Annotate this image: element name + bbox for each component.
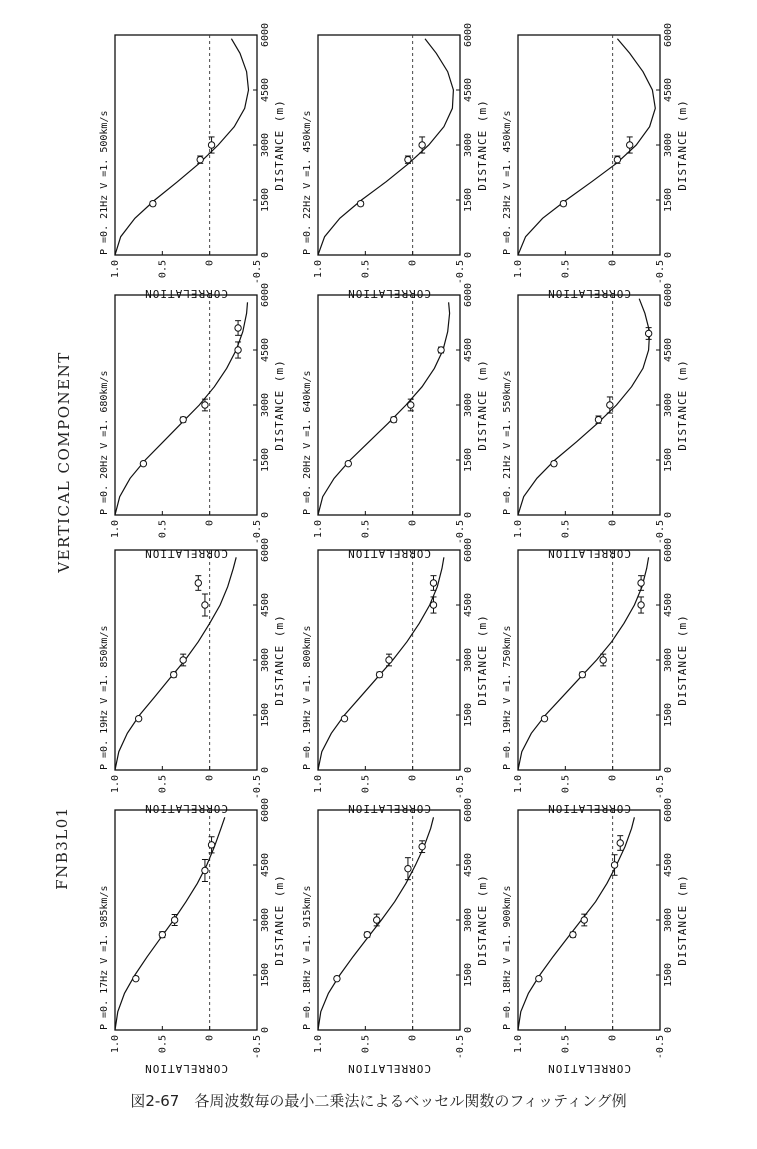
chart-7-ytick-label: 0 xyxy=(204,520,216,527)
chart-5-ytick-label: 1.0 xyxy=(313,775,324,794)
chart-11-ytick-label: 1.0 xyxy=(313,260,324,279)
chart-7-ytick-label: 0.5 xyxy=(157,520,169,539)
chart-5-point-5 xyxy=(430,580,436,586)
chart-4-ytick-label: 1.0 xyxy=(110,775,121,794)
chart-10-xlabel: DISTANCE (m) xyxy=(273,99,286,191)
chart-4 xyxy=(99,538,286,815)
chart-12-xlabel: DISTANCE (m) xyxy=(676,99,689,191)
chart-3-ytick-label: 0 xyxy=(607,1035,619,1042)
chart-1-point-2 xyxy=(159,931,165,937)
chart-9-ytick-label: 0 xyxy=(607,520,619,527)
chart-9-xtick-label: 3000 xyxy=(663,392,674,418)
chart-2-xtick-label: 3000 xyxy=(463,907,474,933)
chart-10-title: P =0. 21Hz V =1. 500km/s xyxy=(99,110,110,255)
chart-3-xtick-label: 1500 xyxy=(663,962,674,988)
chart-4-xtick-label: 4500 xyxy=(260,592,271,618)
chart-12-point-3 xyxy=(627,142,633,148)
chart-7-ytick-label: -0.5 xyxy=(252,520,263,545)
chart-10-ytick-label: 1.0 xyxy=(110,260,121,279)
chart-10-ytick-label: 0 xyxy=(204,260,216,267)
chart-12-point-1 xyxy=(560,200,566,206)
chart-4-fit-curve xyxy=(115,557,236,770)
chart-2-ylabel: CORRELATION xyxy=(347,1062,431,1075)
chart-1-title: P =0. 17Hz V =1. 985km/s xyxy=(99,885,110,1030)
chart-9-ytick-label: 0.5 xyxy=(560,520,572,539)
chart-6-xtick-label: 4500 xyxy=(663,592,674,618)
chart-8-ytick-label: 0.5 xyxy=(360,520,372,539)
chart-6-xtick-label: 6000 xyxy=(663,537,674,563)
chart-7-fit-curve xyxy=(115,302,248,515)
chart-9-point-4 xyxy=(645,330,651,336)
chart-6-point-4 xyxy=(638,602,644,608)
chart-9-xtick-label: 0 xyxy=(663,511,674,519)
chart-11 xyxy=(302,23,489,300)
chart-8-xtick-label: 4500 xyxy=(463,337,474,363)
chart-6-xtick-label: 3000 xyxy=(663,647,674,673)
chart-5-fit-curve xyxy=(318,557,444,770)
chart-12-point-2 xyxy=(614,156,620,162)
chart-2-point-2 xyxy=(364,931,370,937)
chart-5-point-2 xyxy=(376,671,382,677)
chart-5-xlabel: DISTANCE (m) xyxy=(476,614,489,706)
chart-11-frame xyxy=(318,35,460,255)
chart-3-title: P =0. 18Hz V =1. 900km/s xyxy=(502,885,513,1030)
chart-6-point-1 xyxy=(541,715,547,721)
chart-7-xtick-label: 1500 xyxy=(260,447,271,473)
chart-10-xtick-label: 1500 xyxy=(260,187,271,213)
chart-9-point-3 xyxy=(607,402,613,408)
chart-6-ytick-label: -0.5 xyxy=(655,775,666,800)
chart-2-title: P =0. 18Hz V =1. 915km/s xyxy=(302,885,313,1030)
chart-1-fit-curve xyxy=(115,817,225,1030)
chart-5-point-1 xyxy=(341,715,347,721)
chart-5 xyxy=(302,538,489,815)
chart-12-xtick-label: 0 xyxy=(663,251,674,259)
chart-10-xtick-label: 0 xyxy=(260,251,271,259)
chart-6-ytick-label: 0 xyxy=(607,775,619,782)
chart-7-ytick-label: 1.0 xyxy=(110,520,121,539)
chart-11-point-1 xyxy=(357,200,363,206)
chart-6-fit-curve xyxy=(518,557,649,770)
chart-12-title: P =0. 23Hz V =1. 450km/s xyxy=(502,110,513,255)
chart-6-point-3 xyxy=(600,657,606,663)
chart-10-ytick-label: 0.5 xyxy=(157,260,169,279)
chart-3-xtick-label: 4500 xyxy=(663,852,674,878)
chart-2-frame xyxy=(318,810,460,1030)
chart-2-fit-curve xyxy=(318,817,434,1030)
chart-11-xtick-label: 1500 xyxy=(463,187,474,213)
chart-3-ytick-label: 1.0 xyxy=(513,1035,524,1054)
chart-8-ytick-label: 1.0 xyxy=(313,520,324,539)
chart-11-point-3 xyxy=(419,142,425,148)
chart-3-point-1 xyxy=(536,975,542,981)
chart-10-ytick-label: -0.5 xyxy=(252,260,263,285)
chart-10-point-3 xyxy=(208,142,214,148)
chart-3-ylabel: CORRELATION xyxy=(547,1062,631,1075)
chart-3-ytick-label: -0.5 xyxy=(655,1035,666,1060)
chart-3-ytick-label: 0.5 xyxy=(560,1035,572,1054)
chart-1-frame xyxy=(115,810,257,1030)
chart-4-xlabel: DISTANCE (m) xyxy=(273,614,286,706)
chart-8-fit-curve xyxy=(318,302,450,515)
chart-3-point-5 xyxy=(617,840,623,846)
chart-2-ytick-label: 0 xyxy=(407,1035,419,1042)
chart-5-xtick-label: 3000 xyxy=(463,647,474,673)
chart-6-ytick-label: 1.0 xyxy=(513,775,524,794)
chart-8-point-1 xyxy=(345,460,351,466)
chart-2-xtick-label: 0 xyxy=(463,1026,474,1034)
chart-4-xtick-label: 0 xyxy=(260,766,271,774)
chart-10-ylabel: CORRELATION xyxy=(144,287,228,300)
chart-12-ytick-label: 1.0 xyxy=(513,260,524,279)
chart-9-xlabel: DISTANCE (m) xyxy=(676,359,689,451)
chart-5-xtick-label: 0 xyxy=(463,766,474,774)
chart-8-xtick-label: 6000 xyxy=(463,282,474,308)
chart-2-ytick-label: -0.5 xyxy=(455,1035,466,1060)
chart-5-ytick-label: 0 xyxy=(407,775,419,782)
chart-2-point-3 xyxy=(373,917,379,923)
chart-4-point-1 xyxy=(135,715,141,721)
chart-12 xyxy=(502,23,689,300)
chart-7-point-1 xyxy=(140,460,146,466)
chart-1-xtick-label: 0 xyxy=(260,1026,271,1034)
chart-3-point-3 xyxy=(581,917,587,923)
chart-6-point-2 xyxy=(579,671,585,677)
chart-4-point-3 xyxy=(180,657,186,663)
chart-11-xtick-label: 6000 xyxy=(463,22,474,48)
chart-11-ylabel: CORRELATION xyxy=(347,287,431,300)
station-label: FNB3L01 xyxy=(53,806,71,890)
chart-1-point-5 xyxy=(208,842,214,848)
chart-3 xyxy=(502,798,689,1075)
chart-3-point-4 xyxy=(611,862,617,868)
chart-11-point-2 xyxy=(405,156,411,162)
chart-3-fit-curve xyxy=(518,817,634,1030)
chart-7-point-4 xyxy=(235,347,241,353)
chart-6-xtick-label: 0 xyxy=(663,766,674,774)
chart-9-ytick-label: 1.0 xyxy=(513,520,524,539)
chart-1-point-4 xyxy=(202,867,208,873)
chart-7-xtick-label: 0 xyxy=(260,511,271,519)
chart-8-point-4 xyxy=(438,347,444,353)
chart-12-ytick-label: 0.5 xyxy=(560,260,572,279)
chart-4-title: P =0. 19Hz V =1. 850km/s xyxy=(99,625,110,770)
chart-11-ytick-label: 0 xyxy=(407,260,419,267)
chart-1-xtick-label: 4500 xyxy=(260,852,271,878)
chart-1-ylabel: CORRELATION xyxy=(144,1062,228,1075)
chart-4-ytick-label: -0.5 xyxy=(252,775,263,800)
chart-2-xtick-label: 1500 xyxy=(463,962,474,988)
chart-11-title: P =0. 22Hz V =1. 450km/s xyxy=(302,110,313,255)
chart-11-fit-curve xyxy=(318,39,453,255)
chart-4-ytick-label: 0.5 xyxy=(157,775,169,794)
chart-7-xtick-label: 4500 xyxy=(260,337,271,363)
chart-9-fit-curve xyxy=(518,299,650,515)
chart-12-ytick-label: -0.5 xyxy=(655,260,666,285)
chart-9-xtick-label: 4500 xyxy=(663,337,674,363)
chart-11-ytick-label: -0.5 xyxy=(455,260,466,285)
chart-1-ytick-label: 0.5 xyxy=(157,1035,169,1054)
chart-4-xtick-label: 3000 xyxy=(260,647,271,673)
chart-12-xtick-label: 1500 xyxy=(663,187,674,213)
chart-9-ytick-label: -0.5 xyxy=(655,520,666,545)
chart-8-point-2 xyxy=(391,416,397,422)
chart-10-point-1 xyxy=(150,200,156,206)
chart-5-point-3 xyxy=(386,657,392,663)
chart-4-point-4 xyxy=(202,602,208,608)
chart-4-point-5 xyxy=(195,580,201,586)
chart-1 xyxy=(99,798,286,1075)
chart-8-point-3 xyxy=(408,402,414,408)
chart-8-xtick-label: 1500 xyxy=(463,447,474,473)
chart-4-xtick-label: 6000 xyxy=(260,537,271,563)
chart-8-xtick-label: 3000 xyxy=(463,392,474,418)
chart-1-ytick-label: 1.0 xyxy=(110,1035,121,1054)
chart-12-fit-curve xyxy=(518,39,655,255)
chart-2-point-5 xyxy=(419,843,425,849)
chart-2-point-1 xyxy=(334,975,340,981)
chart-2-xtick-label: 4500 xyxy=(463,852,474,878)
chart-1-ytick-label: -0.5 xyxy=(252,1035,263,1060)
chart-3-xtick-label: 6000 xyxy=(663,797,674,823)
chart-2-ytick-label: 1.0 xyxy=(313,1035,324,1054)
chart-5-xtick-label: 4500 xyxy=(463,592,474,618)
chart-9-xtick-label: 6000 xyxy=(663,282,674,308)
chart-1-point-1 xyxy=(133,975,139,981)
chart-9-xtick-label: 1500 xyxy=(663,447,674,473)
chart-10 xyxy=(99,23,286,300)
chart-7-ylabel: CORRELATION xyxy=(144,547,228,560)
chart-6-ytick-label: 0.5 xyxy=(560,775,572,794)
chart-9-ylabel: CORRELATION xyxy=(547,547,631,560)
chart-5-ylabel: CORRELATION xyxy=(347,802,431,815)
chart-1-ytick-label: 0 xyxy=(204,1035,216,1042)
chart-5-ytick-label: 0.5 xyxy=(360,775,372,794)
chart-4-ytick-label: 0 xyxy=(204,775,216,782)
chart-6-xlabel: DISTANCE (m) xyxy=(676,614,689,706)
chart-5-point-4 xyxy=(430,602,436,608)
chart-1-point-3 xyxy=(171,917,177,923)
chart-8-ytick-label: -0.5 xyxy=(455,520,466,545)
chart-8-ylabel: CORRELATION xyxy=(347,547,431,560)
chart-12-ylabel: CORRELATION xyxy=(547,287,631,300)
chart-10-xtick-label: 6000 xyxy=(260,22,271,48)
chart-7-title: P =0. 20Hz V =1. 680km/s xyxy=(99,370,110,515)
chart-10-frame xyxy=(115,35,257,255)
chart-5-title: P =0. 19Hz V =1. 800km/s xyxy=(302,625,313,770)
chart-1-xtick-label: 6000 xyxy=(260,797,271,823)
chart-3-point-2 xyxy=(570,931,576,937)
chart-10-xtick-label: 3000 xyxy=(260,132,271,158)
chart-6-point-5 xyxy=(638,580,644,586)
chart-8 xyxy=(302,282,489,563)
chart-8-ytick-label: 0 xyxy=(407,520,419,527)
chart-8-title: P =0. 20Hz V =1. 640km/s xyxy=(302,370,313,515)
chart-2-xtick-label: 6000 xyxy=(463,797,474,823)
chart-4-xtick-label: 1500 xyxy=(260,702,271,728)
chart-1-xtick-label: 3000 xyxy=(260,907,271,933)
chart-9-frame xyxy=(518,295,660,515)
chart-9-title: P =0. 21Hz V =1. 550km/s xyxy=(502,370,513,515)
chart-3-frame xyxy=(518,810,660,1030)
chart-8-xtick-label: 0 xyxy=(463,511,474,519)
chart-11-xtick-label: 0 xyxy=(463,251,474,259)
chart-11-xlabel: DISTANCE (m) xyxy=(476,99,489,191)
chart-11-xtick-label: 4500 xyxy=(463,77,474,103)
chart-10-point-2 xyxy=(197,156,203,162)
chart-3-xlabel: DISTANCE (m) xyxy=(676,874,689,966)
chart-2-point-4 xyxy=(405,865,411,871)
chart-5-xtick-label: 6000 xyxy=(463,537,474,563)
figure-caption: 図2-67 各周波数毎の最小二乗法によるベッセル関数のフィッティング例 xyxy=(130,1092,627,1110)
chart-7 xyxy=(99,282,286,563)
chart-1-xtick-label: 1500 xyxy=(260,962,271,988)
chart-7-point-3 xyxy=(202,402,208,408)
chart-3-xtick-label: 0 xyxy=(663,1026,674,1034)
chart-8-xlabel: DISTANCE (m) xyxy=(476,359,489,451)
chart-9-point-1 xyxy=(551,460,557,466)
chart-5-ytick-label: -0.5 xyxy=(455,775,466,800)
chart-7-xtick-label: 6000 xyxy=(260,282,271,308)
chart-10-xtick-label: 4500 xyxy=(260,77,271,103)
chart-2 xyxy=(302,798,489,1075)
component-label: VERTICAL COMPONENT xyxy=(55,351,73,573)
chart-6-ylabel: CORRELATION xyxy=(547,802,631,815)
chart-5-xtick-label: 1500 xyxy=(463,702,474,728)
chart-3-xtick-label: 3000 xyxy=(663,907,674,933)
chart-11-ytick-label: 0.5 xyxy=(360,260,372,279)
chart-8-frame xyxy=(318,295,460,515)
chart-7-xtick-label: 3000 xyxy=(260,392,271,418)
chart-12-xtick-label: 3000 xyxy=(663,132,674,158)
chart-6 xyxy=(502,538,689,815)
chart-2-ytick-label: 0.5 xyxy=(360,1035,372,1054)
chart-7-point-5 xyxy=(235,325,241,331)
chart-9-point-2 xyxy=(595,416,601,422)
chart-4-point-2 xyxy=(170,671,176,677)
chart-6-title: P =0. 19Hz V =1. 750km/s xyxy=(502,625,513,770)
chart-11-xtick-label: 3000 xyxy=(463,132,474,158)
chart-7-point-2 xyxy=(180,416,186,422)
chart-12-xtick-label: 6000 xyxy=(663,22,674,48)
chart-7-xlabel: DISTANCE (m) xyxy=(273,359,286,451)
chart-2-xlabel: DISTANCE (m) xyxy=(476,874,489,966)
chart-12-ytick-label: 0 xyxy=(607,260,619,267)
chart-10-fit-curve xyxy=(115,39,249,255)
chart-1-xlabel: DISTANCE (m) xyxy=(273,874,286,966)
chart-9 xyxy=(502,282,689,563)
chart-4-ylabel: CORRELATION xyxy=(144,802,228,815)
chart-6-xtick-label: 1500 xyxy=(663,702,674,728)
chart-12-xtick-label: 4500 xyxy=(663,77,674,103)
